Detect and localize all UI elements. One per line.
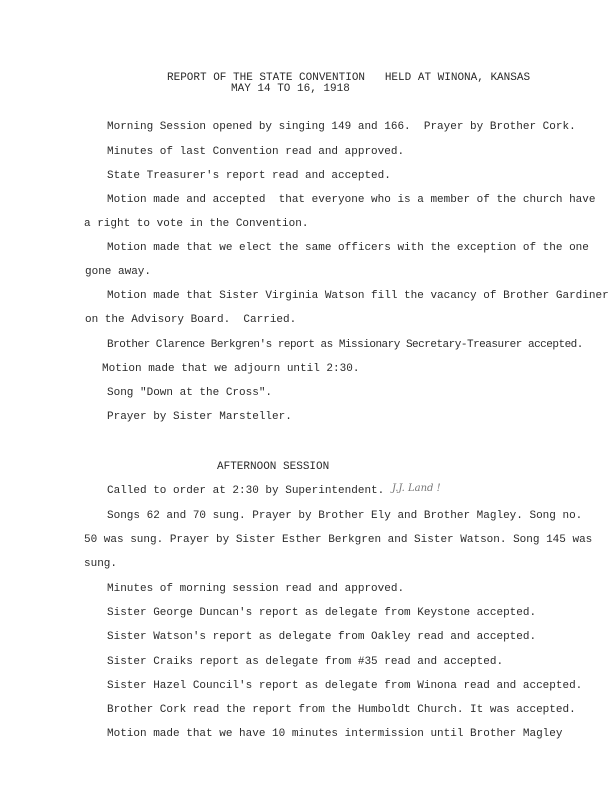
paragraph-line: Motion made and accepted that everyone who is a member of the church have [107,194,596,206]
paragraph-line: on the Advisory Board. Carried. [85,314,297,326]
paragraph-line: Motion made that Sister Virginia Watson fill the vacancy of Brother Gardiner [107,290,609,302]
paragraph-line: Morning Session opened by singing 149 and 166. Prayer by Brother Cork. [107,121,576,133]
title-line-1: REPORT OF THE STATE CONVENTION HELD AT WINONA, KANSAS [167,72,531,84]
paragraph-line: Prayer by Sister Marsteller. [107,411,292,423]
paragraph-line: a right to vote in the Convention. [84,218,309,230]
paragraph-line: Songs 62 and 70 sung. Prayer by Brother Ely and Brother Magley. Song no. [107,510,583,522]
paragraph-line: gone away. [85,266,152,278]
paragraph-line: Motion made that we elect the same officers with the exception of the one [107,242,589,254]
paragraph-line: Minutes of last Convention read and approved. [107,146,405,158]
paragraph-line: Song "Down at the Cross". [107,387,273,399]
paragraph-line: Brother Clarence Berkgren's report as Missionary Secretary-Treasurer accepted. [107,339,583,351]
paragraph-line: Sister George Duncan's report as delegate from Keystone accepted. [107,607,537,619]
title-line-2: MAY 14 TO 16, 1918 [231,83,350,95]
paragraph-line: 50 was sung. Prayer by Sister Esther Berkgren and Sister Watson. Song 145 was [84,534,593,546]
paragraph-line: sung. [84,558,118,570]
paragraph-line: Brother Cork read the report from the Humboldt Church. It was accepted. [107,704,576,716]
paragraph-line: Sister Hazel Council's report as delegate from Winona read and accepted. [107,680,583,692]
paragraph-line: Sister Watson's report as delegate from Oakley read and accepted. [107,631,537,643]
handwritten-annotation: J.J. Land ! [392,483,441,494]
paragraph-line: State Treasurer's report read and accepted. [107,170,391,182]
afternoon-heading: AFTERNOON SESSION [217,461,330,473]
paragraph-line: Motion made that we adjourn until 2:30. [102,363,360,375]
paragraph-line: Sister Craiks report as delegate from #35 read and accepted. [107,656,504,668]
paragraph-line: Minutes of morning session read and approved. [107,583,405,595]
paragraph-line: Called to order at 2:30 by Superintendent. [107,485,385,497]
paragraph-line: Motion made that we have 10 minutes intermission until Brother Magley [107,728,563,740]
